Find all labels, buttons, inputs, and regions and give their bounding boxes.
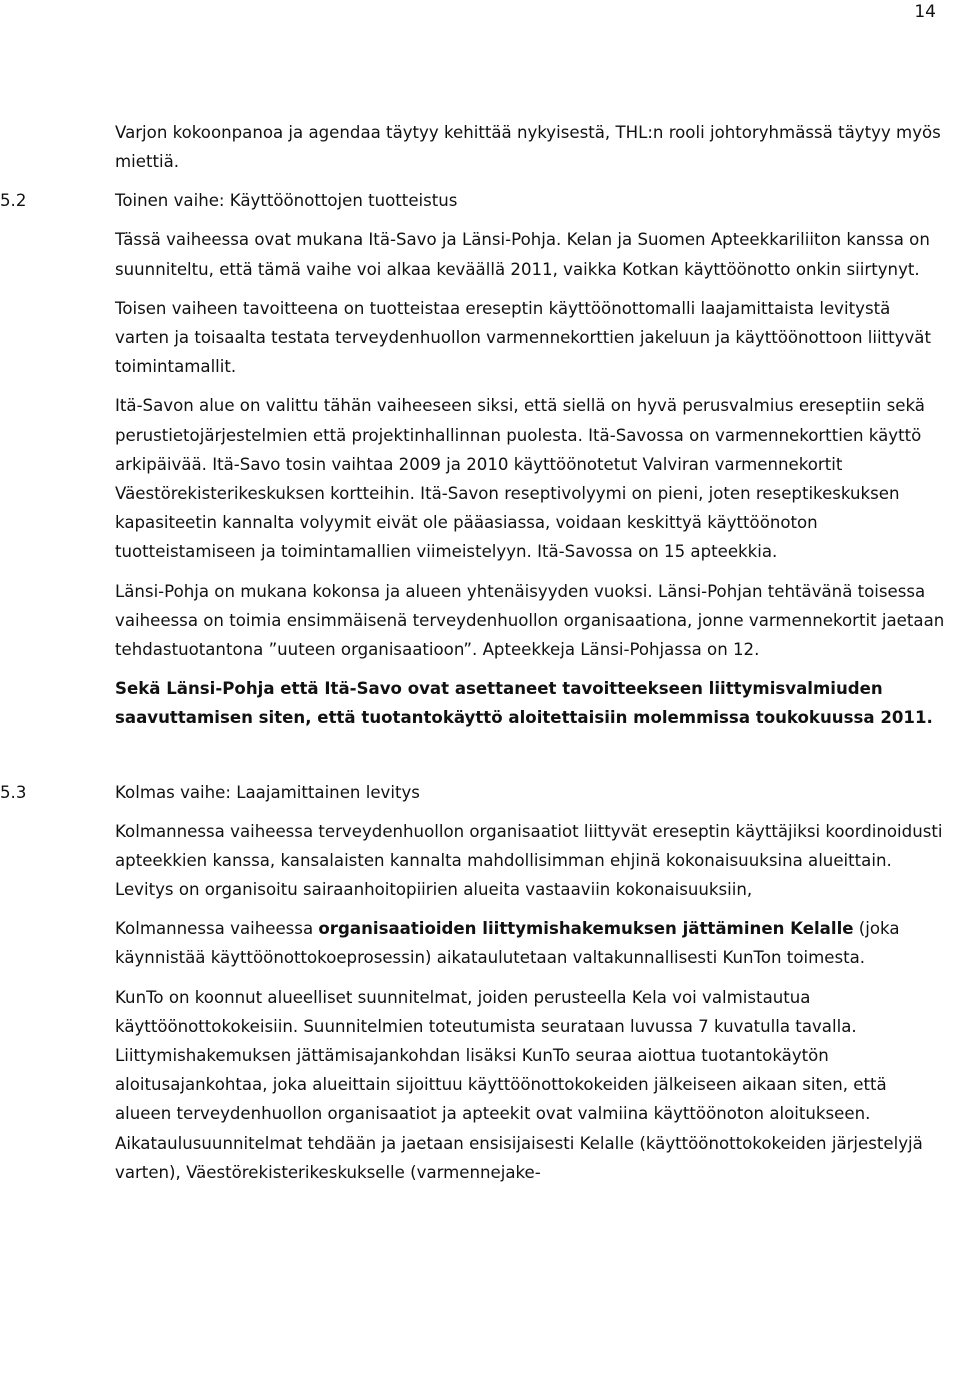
section-5-3-paragraph-1: Kolmannessa vaiheessa terveydenhuollon organisaatiot liittyvät ereseptin käyttäjiksi koordinoidusti apteekkien kanssa, kansalaisten kannalta mahdollisimman ehjinä kokonaisuuksina alueittain. Levitys on organisoitu sairaanhoitopiirien alueita vastaaviin kokonaisuuksiin, — [115, 821, 943, 900]
section-5-2-paragraph-3: Itä-Savon alue on valittu tähän vaiheeseen siksi, että siellä on hyvä perusvalmius ereseptiin sekä perustietojärjestelmien että projektinhallinnan puolesta. Itä-Savossa on varmennekorttien käyttö arkipäivää. Itä-Savo tosin vaihtaa 2009 ja 2010 käyttöönotetut Valviran varmennekortit Väestörekisterikeskuksen kortteihin. Itä-Savon reseptivolyymi on pieni, joten reseptikeskuksen kapasiteetin kannalta volyymit eivät ole pääasiassa, voidaan keskittyä käyttöönoton tuotteistamiseen ja toimintamallien viimeistelyyn. Itä-Savossa on 15 apteekkia. — [115, 396, 925, 562]
section-5-3-heading: 5.3 Kolmas vaihe: Laajamittainen levitys — [0, 782, 420, 802]
section-5-3-title: Kolmas vaihe: Laajamittainen levitys — [115, 782, 420, 802]
section-5-2-paragraph-2: Toisen vaiheen tavoitteena on tuotteistaa ereseptin käyttöönottomalli laajamittaista levitystä varten ja toisaalta testata terveydenhuollon varmennekorttien jakeluun ja käyttöönottoon liittyvät toimintamallit. — [115, 298, 931, 377]
document-body — [0, 118, 945, 1187]
section-5-3-paragraph-2 — [115, 914, 945, 972]
section-5-2-heading: 5.2 Toinen vaihe: Käyttöönottojen tuotteistus — [0, 191, 458, 211]
section-5-2-title: Toinen vaihe: Käyttöönottojen tuotteistus — [115, 191, 458, 211]
intro-paragraph: Varjon kokoonpanoa ja agendaa täytyy kehittää nykyisestä, THL:n rooli johtoryhmässä täytyy myös miettiä. — [115, 123, 941, 172]
section-5-2-bold-paragraph: Sekä Länsi-Pohja että Itä-Savo ovat asettaneet tavoitteekseen liittymisvalmiuden saavuttamisen siten, että tuotantokäyttö aloitettaisiin molemmissa toukokuussa 2011. — [115, 679, 933, 728]
section-5-3-paragraph-2-start: Kolmannessa vaiheessa — [115, 919, 319, 939]
section-5-3-paragraph-3: KunTo on koonnut alueelliset suunnitelmat, joiden perusteella Kela voi valmistautua käyttöönottokokeisiin. Suunnitelmien toteutumista seurataan luvussa 7 kuvatulla tavalla. Liittymishakemuksen jättämisajankohdan lisäksi KunTo seuraa aiottua tuotantokäytön aloitusajankohtaa, joka alueittain sijoittuu käyttöönottokokeiden jälkeiseen aikaan siten, että alueen terveydenhuollon organisaatiot ja apteekit ovat valmiina käyttöönoton aloitukseen. Aikataulusuunnitelmat tehdään ja jaetaan ensisijaisesti Kelalle (käyttöönottokokeiden järjestelyjä varten), Väestörekisterikeskukselle (varmennejake- — [115, 987, 923, 1182]
section-5-3-paragraph-2-bold: organisaatioiden liittymishakemuksen jättäminen Kelalle — [318, 919, 854, 939]
section-5-2-paragraph-1: Tässä vaiheessa ovat mukana Itä-Savo ja Länsi-Pohja. Kelan ja Suomen Apteekkariliiton kanssa on suunniteltu, että tämä vaihe voi alkaa keväällä 2011, vaikka Kotkan käyttöönotto onkin siirtynyt. — [115, 230, 930, 279]
page-number: 14 — [914, 2, 936, 22]
section-5-2-paragraph-4: Länsi-Pohja on mukana kokonsa ja alueen yhtenäisyyden vuoksi. Länsi-Pohjan tehtävänä toisessa vaiheessa on toimia ensimmäisenä terveydenhuollon organisaationa, jonne varmennekortit jaetaan tehdastuotantona ”uuteen organisaatioon”. Apteekkeja Länsi-Pohjassa on 12. — [115, 581, 945, 660]
section-5-3-paragraph-2-end: (joka käynnistää käyttöönottokoeprosessin) aikataulutetaan valtakunnallisesti KunTon toimesta. — [115, 919, 900, 968]
